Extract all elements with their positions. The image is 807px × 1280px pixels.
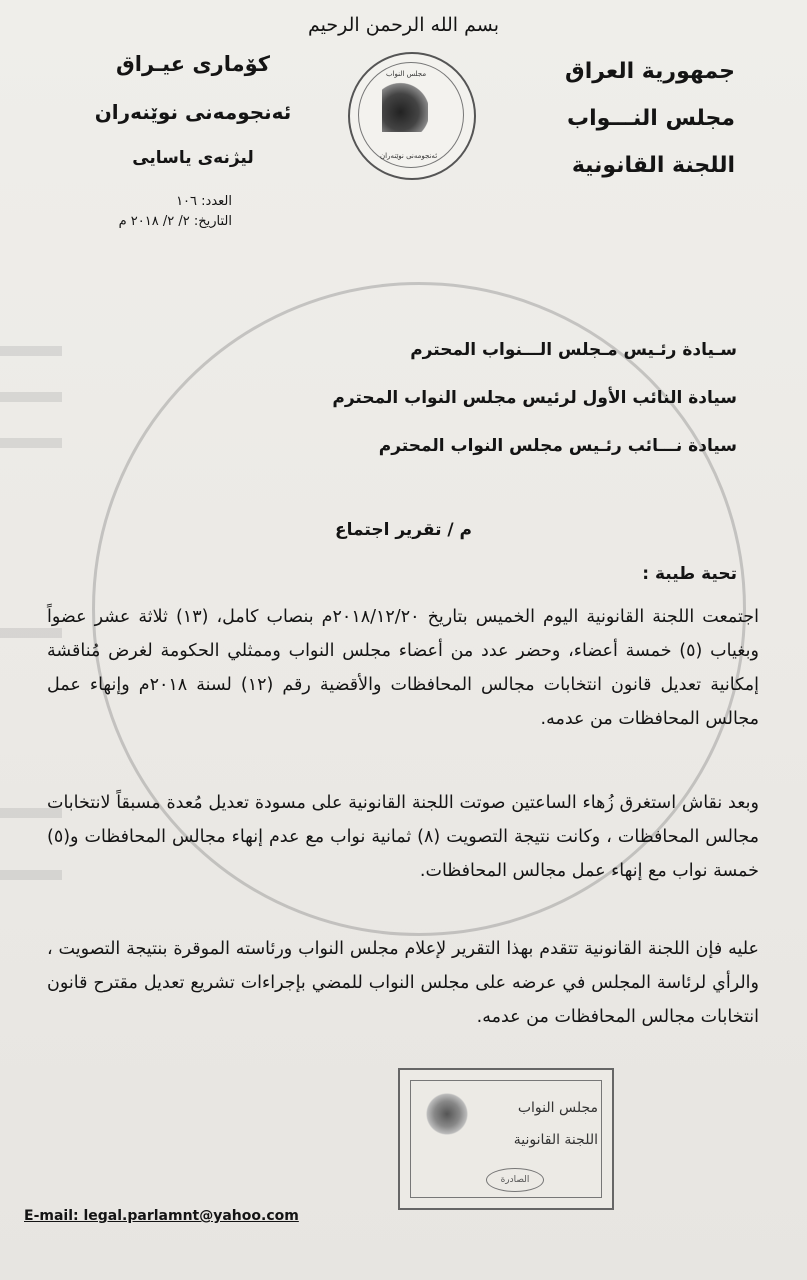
- reference-date: التاريخ: ٢/ ٢/ ٢٠١٨ م: [118, 214, 232, 229]
- committee-name: اللجنة القانونية: [571, 153, 735, 178]
- stamp-line: اللجنة القانونية: [513, 1132, 598, 1148]
- seal-text: مجلس النواب: [386, 70, 427, 78]
- body-paragraph: وبعد نقاش استغرق زُهاء الساعتين صوتت اللجنة القانونية على مسودة تعديل مُعدة مسبقاً لانتخابات مجالس المحافظات ، وكانت نتيجة التصويت (٨) ثمانية نواب مع عدم إنهاء مجالس المحافظات و(٥) خمسة نواب مع إنهاء عمل مجالس المحافظات.: [47, 793, 759, 881]
- committee-name-kurdish: لیژنەی یاسایی: [132, 148, 254, 168]
- subject-line: م / تقرير اجتماع: [335, 520, 472, 540]
- stamp-oval: الصادرة: [486, 1168, 544, 1192]
- addressee-line: سيادة نـــائب رئـيس مجلس النواب المحترم: [378, 436, 737, 456]
- addressee-line: سـيادة رئـيس مـجلس الـــنواب المحترم: [410, 340, 737, 360]
- reference-block: [92, 192, 232, 232]
- country-name: جمهورية العراق: [565, 59, 735, 84]
- arabic-header: [495, 48, 735, 189]
- stamp-emblem-icon: [424, 1092, 470, 1136]
- council-name-kurdish: ئەنجومەنی نوێنەران: [94, 100, 292, 124]
- edge-mark: [0, 346, 62, 356]
- country-name-kurdish: كۆماری عیـراق: [115, 52, 271, 76]
- stamp-line: مجلس النواب: [517, 1100, 598, 1116]
- kurdish-header: [78, 52, 308, 192]
- greeting: تحية طيبة :: [642, 564, 737, 584]
- addressees: [117, 326, 737, 470]
- bismillah: بسم الله الرحمن الرحيم: [308, 14, 499, 36]
- iraq-map-emblem: [382, 82, 428, 132]
- committee-stamp: [398, 1068, 614, 1210]
- council-name: مجلس النـــواب: [567, 106, 735, 131]
- body-paragraph: اجتمعت اللجنة القانونية اليوم الخميس بتاريخ ٢٠١٨/١٢/٢٠م بنصاب كامل، (١٣) ثلاثة عشر عضواً وبغياب (٥) خمسة أعضاء، وحضر عدد من أعضاء مجلس النواب وممثلي الحكومة لغرض مُناقشة إمكانية تعديل قانون انتخابات مجالس المحافظات والأقضية رقم (١٢) لسنة ٢٠١٨م وإنهاء عمل مجالس المحافظات من عدمه.: [47, 607, 759, 729]
- body-paragraph: عليه فإن اللجنة القانونية تتقدم بهذا التقرير لإعلام مجلس النواب ورئاسته الموقرة بنتيجة التصويت ، والرأي لرئاسة المجلس في عرضه على مجلس النواب للمضي بإجراءات تشريع تعديل مقترح قانون انتخابات مجالس المحافظات من عدمه.: [47, 939, 759, 1027]
- parliament-seal: [348, 52, 476, 180]
- contact-email[interactable]: E-mail: legal.parlamnt@yahoo.com: [24, 1208, 299, 1224]
- addressee-line: سيادة النائب الأول لرئيس مجلس النواب المحترم: [332, 388, 737, 408]
- seal-text: ئەنجومەنی نوێنەران: [380, 152, 438, 160]
- reference-number: العدد: ١٠٦: [176, 194, 232, 209]
- edge-mark: [0, 438, 62, 448]
- edge-mark: [0, 392, 62, 402]
